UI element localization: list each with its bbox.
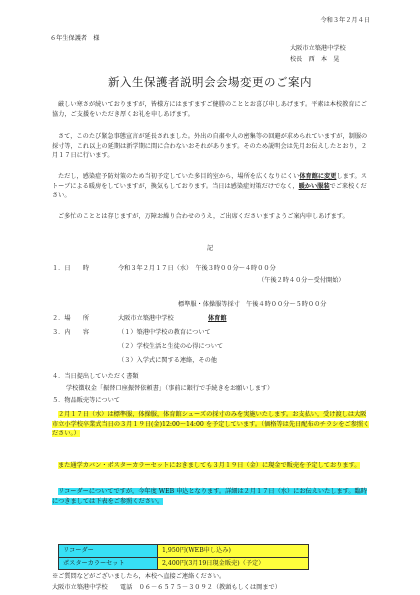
price-item: リコーダー: [59, 545, 158, 558]
item3-list-item: （２）学校生活と生徒の心得について: [118, 343, 224, 350]
notice-sizing: [52, 410, 370, 439]
price-value: 2,400円(3月19日現金販売)（予定）: [158, 557, 309, 570]
item3-list-item: （１）築港中学校の教育について: [118, 329, 211, 336]
item5-heading: ５．物品販売等について: [52, 397, 120, 404]
item1-extra: 標準服・体操服等採寸 午後４時００分～５時００分: [178, 301, 327, 308]
item2-place: 体育館: [208, 315, 227, 322]
notice-sizing-text: ２月１７日（水）は標準服，体操服，体育館シューズの採寸のみを実施いたします。お支払い，受け渡しは大阪市立小学校卒業式当日の３月１９日(金)12:00～14:00 を予定しています。（価格等は先日配布のチラシをご参照ください。）: [52, 411, 370, 438]
page-title: 新入生保護者説明会会場変更のご案内: [108, 75, 312, 89]
footer-contact: 大阪市立築港中学校 電話 ０６－６５７５－３０９２（教頭もしくは岡まで）: [52, 584, 281, 591]
notice-bags: [52, 461, 370, 471]
item2-value: 大阪市立築港中学校: [118, 315, 174, 322]
venue-text-1: ただし，感染症予防対策のため当初予定していた多目的室から，場所を広くなりにくい: [58, 173, 300, 180]
sender-school: 大阪市立築港中学校: [290, 45, 346, 52]
warm-clothes-emphasis: 暖かい服装: [298, 182, 330, 190]
footer-note: ※ご質問などがございましたら，本校へ直接ご連絡ください。: [52, 573, 226, 580]
notice-bags-text: また通学カバン・ポスターカラーセットにおきましても３月１９日（金）に現金で販売を予定しております。: [58, 462, 361, 469]
item1-sub: （午後２時４０分～受付開始）: [258, 277, 345, 284]
addressee: ６年生保護者 様: [50, 35, 100, 42]
venue-text-2: します。ストーブによる暖房をしていますが，換気もしております。当日は感染症対策だけでなく，: [52, 173, 367, 190]
item3-label: ３．内 容: [52, 329, 90, 336]
item1-label: １．日 時: [52, 265, 90, 272]
notice-recorder: [52, 487, 370, 506]
price-value: 1,950円(WEB申し込み): [158, 545, 309, 558]
venue-change-emphasis: 体育館に変更: [299, 173, 337, 180]
item4-sub: 学校徴収金「振替口座振替依頼書」（事前に銀行で手続きをお願いします）: [66, 385, 274, 392]
notice-recorder-text: リコーダーについてですが，今年度 WEB 申込となります。詳細は２月１７日（水）にお伝えいたします。臨時につきましては下表をご参照ください。: [52, 488, 367, 505]
item2-label: ２．場 所: [52, 315, 90, 322]
table-row: [59, 545, 309, 558]
closing-paragraph: ご多忙のこととは存じますが，万障お繰り合わせのうえ，ご出席くださいますようご案内申しあげます。: [58, 213, 349, 220]
item1-value: 令和３年２月１７日（水） 午後３時００分～４時００分: [118, 265, 276, 272]
document-date: 令和３年２月４日: [320, 17, 370, 24]
item4-heading: ４．当日提出していただく書類: [52, 373, 139, 380]
price-item: ポスターカラーセット: [59, 557, 158, 570]
schedule-paragraph: さて，このたび緊急事態宣言が延長されました。外出の自粛や人の密集等の回避が求められていますが，制服の採寸等，これ以上の延期は新学期に間に合わないおそれがあります。そのため説明会は先月お伝えしたとおり，２月１７日に行います。: [52, 133, 368, 160]
price-table: [58, 544, 309, 570]
table-row: [59, 557, 309, 570]
greeting-paragraph: 厳しい寒さが続いておりますが，皆様方にはますますご健勝のこととお喜び申しあげます。平素は本校教育にご協力，ご支援をいただき厚くお礼を申しあげます。: [52, 101, 367, 118]
ki-heading: 記: [206, 245, 214, 252]
venue-text-3: でご来校ください。: [52, 182, 367, 200]
item3-list-item: （３）入学式に関する連絡，その他: [118, 357, 217, 364]
venue-change-paragraph: [52, 172, 370, 201]
sender-principal: 校長 西 本 晃: [290, 56, 340, 63]
